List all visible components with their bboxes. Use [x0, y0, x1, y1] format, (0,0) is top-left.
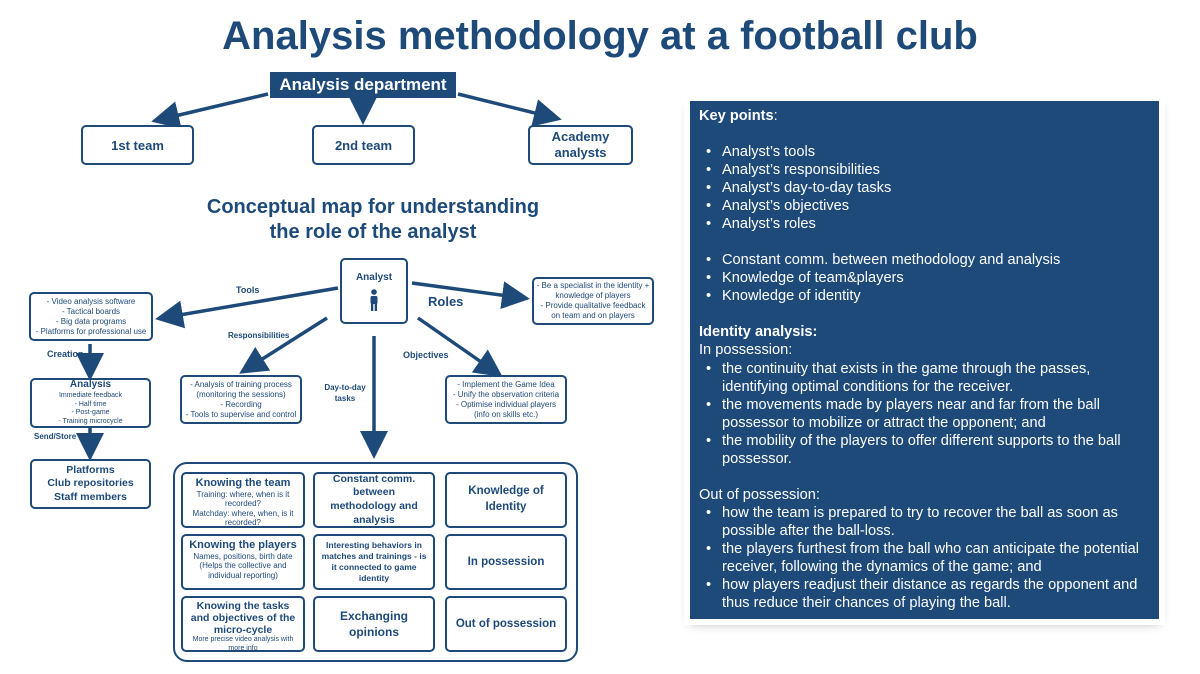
responsibilities-item: - Tools to supervise and control: [185, 409, 297, 419]
knowing-team-title: Knowing the team: [195, 477, 291, 489]
out-of-possession-box: [445, 596, 567, 652]
academy-analysts-label: Academy analysts: [551, 129, 610, 160]
constant-comm-label: Constant comm. between methodology and analysis: [330, 472, 418, 526]
key-point-item: • Analyst’s responsibilities: [706, 161, 1149, 179]
objectives-item: (info on skills etc.): [473, 409, 539, 419]
in-possession-item: • the continuity that exists in the game through the passes, identifying optimal conditions for the receiver.: [706, 360, 1149, 396]
knowing-players-note: (Helps the collective and individual reporting): [199, 561, 287, 580]
analysis-title: Analysis: [69, 379, 112, 391]
day-to-day-line2: tasks: [334, 393, 356, 403]
in-possession-item: • the mobility of the players to offer different supports to the ball possessor.: [706, 432, 1149, 468]
key-point-item: • Analyst’s day-to-day tasks: [706, 179, 1149, 197]
in-possession-heading: In possession:: [699, 342, 793, 359]
conceptual-map-title-line1: Conceptual map for understanding: [206, 196, 540, 218]
key-point-item: • Constant comm. between methodology and analysis: [706, 251, 1149, 269]
creation-label: Creation: [47, 349, 84, 359]
second-team-box: [312, 125, 415, 165]
out-of-possession-label: Out of possession: [455, 618, 557, 630]
key-points-panel: [690, 101, 1159, 619]
knowing-team-matchday: Matchday: where, when, is it recorded?: [192, 508, 294, 528]
responsibilities-label: Responsibilities: [228, 331, 290, 340]
objectives-label: Objectives: [403, 350, 449, 360]
key-point-item: • Analyst’s tools: [706, 143, 1149, 161]
day-to-day-line1: Day-to-day: [324, 383, 366, 392]
first-team-box: [81, 125, 194, 165]
constant-comm-box: [313, 472, 435, 528]
analysis-item: Immediate feedback: [58, 391, 123, 399]
responsibilities-item: (monitoring the sessions): [196, 389, 286, 399]
analysis-item: - Half time: [74, 400, 107, 408]
tools-item: - Platforms for professional use: [35, 326, 147, 336]
in-possession-list: [699, 360, 1149, 468]
out-of-possession-item: • how the team is prepared to try to recover the ball as soon as possible after the ball-loss.: [706, 504, 1149, 540]
knowing-tasks-info: More precise video analysis with more info: [192, 636, 294, 652]
knowing-team-box: [181, 472, 305, 528]
key-points-list: [699, 143, 1149, 233]
out-of-possession-item: • how players readjust their distance as regards the opponent and thus reduce their chances of playing the ball.: [706, 576, 1149, 612]
analysis-item: - Post-game: [71, 409, 110, 417]
responsibilities-item: - Recording: [220, 399, 262, 409]
second-team-label: 2nd team: [334, 137, 393, 153]
out-of-possession-heading: Out of possession:: [699, 486, 820, 503]
roles-item: knowledge of players: [555, 291, 631, 300]
analysis-item: - Training microcycle: [58, 418, 123, 425]
key-points-colon: :: [773, 108, 778, 124]
responsibilities-box: [180, 375, 302, 424]
roles-item: - Be a specialist in the identity +: [536, 281, 650, 290]
in-possession-label: In possession: [467, 556, 545, 568]
platforms-item: Club repositories: [47, 477, 134, 490]
key-point-item: • Analyst’s roles: [706, 215, 1149, 233]
analysis-box: [30, 378, 151, 428]
knowing-players-box: [181, 534, 305, 590]
exchanging-opinions-box: [313, 596, 435, 652]
platforms-item: Staff members: [54, 490, 127, 503]
roles-box: [532, 277, 654, 325]
interesting-behaviors-label: Interesting behaviors in matches and trainings - is it connected to game identity: [321, 539, 427, 584]
out-of-possession-item: • the players furthest from the ball who can anticipate the potential receiver, following the dynamics of the game; and: [706, 540, 1149, 576]
academy-analysts-box: [528, 125, 633, 165]
key-point-item: • Knowledge of identity: [706, 287, 1149, 305]
knowing-players-title: Knowing the players: [189, 539, 297, 551]
day-to-day-label: [323, 383, 367, 405]
tools-item: - Video analysis software: [46, 296, 136, 306]
person-icon: [368, 289, 380, 311]
analyst-label: Analyst: [355, 272, 393, 283]
first-team-label: 1st team: [111, 137, 164, 153]
identity-analysis-heading: Identity analysis:: [699, 324, 818, 341]
roles-item: - Provide qualitative feedback: [540, 301, 646, 310]
out-of-possession-list: [699, 504, 1149, 612]
tools-item: - Tactical boards: [61, 306, 121, 316]
platforms-item: Platforms: [66, 464, 115, 477]
platforms-box: [30, 459, 151, 509]
objectives-item: - Unify the observation criteria: [452, 389, 560, 399]
key-point-item: • Analyst’s objectives: [706, 197, 1149, 215]
responsibilities-item: - Analysis of training process: [190, 379, 292, 389]
key-point-item: • Knowledge of team&players: [706, 269, 1149, 287]
objectives-box: [445, 375, 567, 424]
knowledge-identity-box: [445, 472, 567, 528]
knowing-team-training: Training: where, when is it recorded?: [196, 489, 290, 509]
objectives-item: - Implement the Game Idea: [457, 379, 555, 389]
knowing-tasks-title: Knowing the tasks and objectives of the micro-cycle: [190, 600, 296, 637]
tools-label: Tools: [236, 285, 260, 295]
knowing-players-info: Names, positions, birth date: [193, 551, 293, 561]
objectives-item: - Optimise individual players: [455, 399, 557, 409]
roles-item: on team and on players: [551, 311, 635, 320]
in-possession-item: • the movements made by players near and far from the ball possessor to mobilize or attract the opponent; and: [706, 396, 1149, 432]
key-points-heading: Key points: [699, 108, 774, 124]
tools-item: - Big data programs: [55, 316, 127, 326]
key-points-list-2: [699, 251, 1149, 305]
conceptual-map-title-line2: the role of the analyst: [269, 221, 477, 243]
page-title: Analysis methodology at a football club: [222, 14, 978, 58]
roles-label: Roles: [428, 294, 464, 309]
analysis-department-box: Analysis department: [270, 72, 456, 98]
send-store-label: Send/Store: [34, 432, 77, 441]
knowledge-identity-label: Knowledge of Identity: [468, 485, 544, 513]
interesting-behaviors-box: [313, 534, 435, 590]
analyst-box: [340, 258, 408, 324]
knowing-tasks-box: [181, 596, 305, 652]
in-possession-box: [445, 534, 567, 590]
exchanging-opinions-label: Exchanging opinions: [339, 608, 408, 639]
tools-box: [29, 292, 153, 341]
